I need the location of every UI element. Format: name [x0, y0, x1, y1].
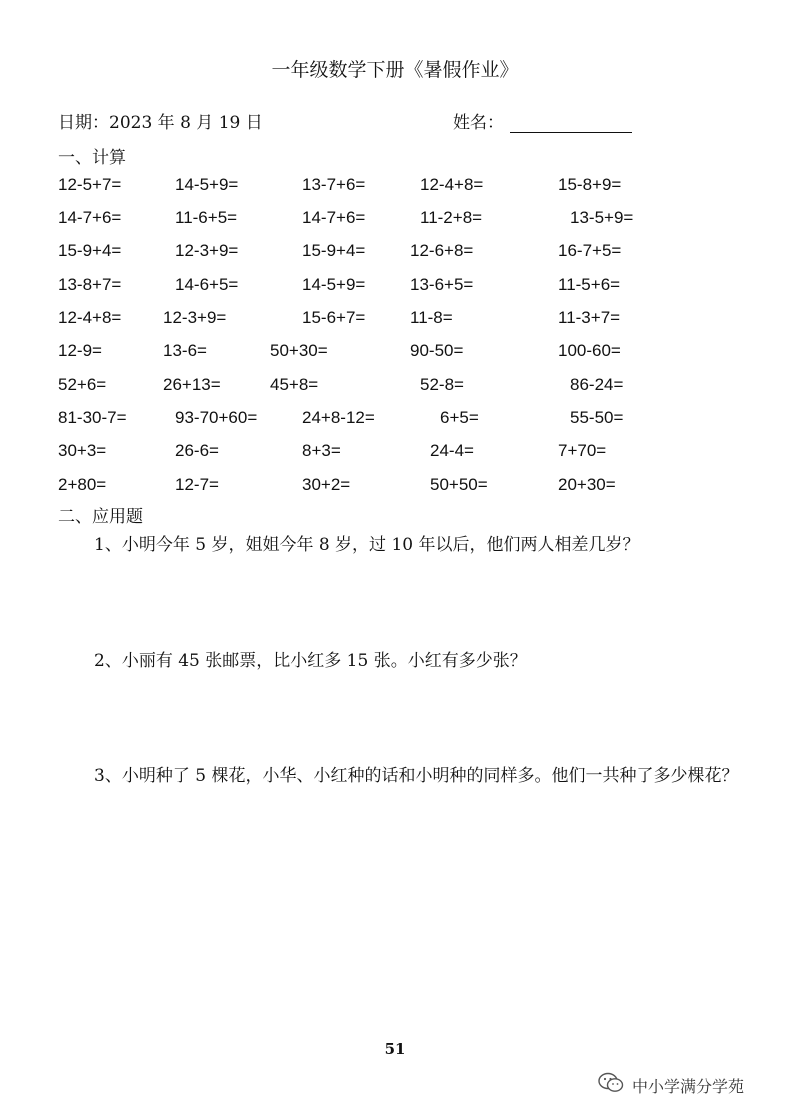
calc-problem: 16-7+5=: [558, 241, 622, 260]
calc-problem: 15-8+9=: [558, 175, 622, 194]
calc-problem: 13-6+5=: [410, 275, 474, 294]
calc-problem: 13-5+9=: [570, 208, 634, 227]
name-field: [453, 108, 632, 133]
calc-problem: 26-6=: [175, 441, 219, 460]
name-label: 姓名：: [453, 113, 504, 133]
calc-problem: 11-5+6=: [558, 275, 621, 294]
calc-problem: 86-24=: [570, 375, 624, 394]
calc-problem: 55-50=: [570, 408, 624, 427]
section-calc-title: 一、计算: [58, 148, 126, 168]
calc-problem: 14-7+6=: [58, 208, 122, 227]
calc-problem: 13-8+7=: [58, 275, 122, 294]
calc-problem: 24-4=: [430, 441, 474, 460]
calc-problem: 12-7=: [175, 475, 219, 494]
calc-problem: 6+5=: [440, 408, 479, 427]
calc-problem: 90-50=: [410, 341, 464, 360]
calc-problem: 12-3+9=: [163, 308, 227, 327]
calc-problem: 15-9+4=: [58, 241, 122, 260]
calc-problem: 11-8=: [410, 308, 453, 327]
calc-problem: 14-5+9=: [302, 275, 366, 294]
page-title: 一年级数学下册《暑假作业》: [271, 59, 519, 81]
calc-problem: 8+3=: [302, 441, 341, 460]
calc-problem: 20+30=: [558, 475, 616, 494]
calc-problem: 52-8=: [420, 375, 464, 394]
word-problem-1: 1、小明今年 5 岁，姐姐今年 8 岁，过 10 年以后，他们两人相差几岁？: [94, 535, 640, 555]
calc-problem: 15-9+4=: [302, 241, 366, 260]
calc-problem: 13-6=: [163, 341, 207, 360]
calc-problem: 50+30=: [270, 341, 328, 360]
calc-problem: 12-5+7=: [58, 175, 122, 194]
calc-problem: 11-6+5=: [175, 208, 238, 227]
calc-problem: 30+2=: [302, 475, 351, 494]
word-problem-2: 2、小丽有 45 张邮票，比小红多 15 张。小红有多少张？: [94, 651, 527, 671]
watermark-text: 中小学满分学苑: [632, 1079, 745, 1096]
wechat-icon: [598, 1072, 624, 1099]
calc-problem: 11-3+7=: [558, 308, 621, 327]
calc-problem: 12-6+8=: [410, 241, 474, 260]
calc-problem: 12-4+8=: [420, 175, 484, 194]
section-word-problems-title: 二、应用题: [58, 507, 143, 527]
calc-problem: 11-2+8=: [420, 208, 483, 227]
calc-problem: 24+8-12=: [302, 408, 375, 427]
calc-problem: 30+3=: [58, 441, 107, 460]
calc-problem: 14-5+9=: [175, 175, 239, 194]
calc-problem: 12-9=: [58, 341, 102, 360]
calc-problem: 52+6=: [58, 375, 107, 394]
calc-problem: 26+13=: [163, 375, 221, 394]
calc-problem: 45+8=: [270, 375, 319, 394]
watermark: [598, 1072, 744, 1099]
calc-problem: 12-4+8=: [58, 308, 122, 327]
calc-problem: 12-3+9=: [175, 241, 239, 260]
page-number: 51: [384, 1040, 406, 1058]
calc-problem: 81-30-7=: [58, 408, 127, 427]
name-blank-line: [510, 112, 632, 133]
calc-problem: 2+80=: [58, 475, 107, 494]
calc-problem: 13-7+6=: [302, 175, 366, 194]
calc-problem: 50+50=: [430, 475, 488, 494]
calc-problem: 93-70+60=: [175, 408, 258, 427]
word-problem-3: 3、小明种了 5 棵花，小华、小红种的话和小明种的同样多。他们一共种了多少棵花？: [94, 766, 739, 786]
calc-problem: 15-6+7=: [302, 308, 366, 327]
calc-problem: 14-7+6=: [302, 208, 366, 227]
calc-problem: 100-60=: [558, 341, 621, 360]
calc-problem: 14-6+5=: [175, 275, 239, 294]
calc-problem: 7+70=: [558, 441, 607, 460]
date-label: 日期：2023 年 8 月 19 日: [58, 113, 263, 133]
